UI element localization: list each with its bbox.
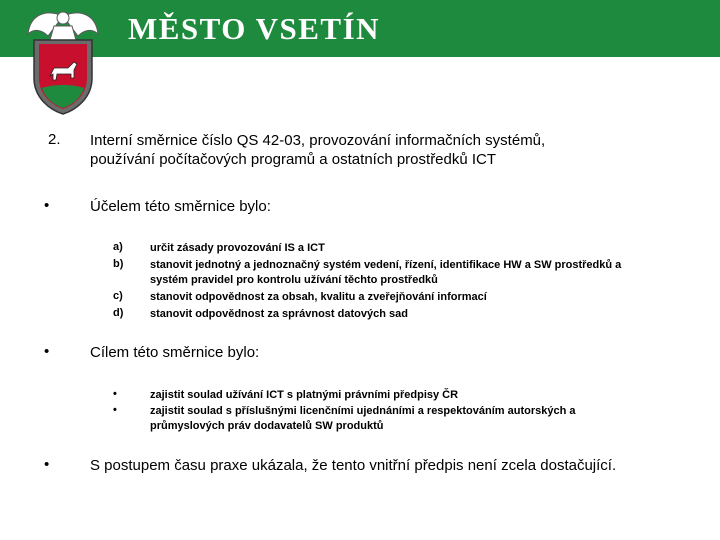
sub-item-text [150,258,690,288]
sub-marker: c) [113,290,123,302]
item-heading [90,131,700,169]
item-heading: Účelem této směrnice bylo: [90,198,271,215]
sub-marker: b) [113,258,124,270]
header-title: MĚSTO VSETÍN [128,11,381,46]
bullet: • [44,343,50,360]
sub-item-text: zajistit soulad užívání ICT s platnými právními předpisy ČR [150,389,459,401]
sub-marker: d) [113,307,124,319]
sub-item-line: systém pravidel pro kontrolu užívání těchto prostředků [150,274,438,286]
sub-marker: • [113,404,117,416]
sub-marker: a) [113,241,123,253]
heading-line: Interní směrnice číslo QS 42-03, provozování informačních systémů, [90,132,546,149]
bullet: • [44,197,50,214]
item-number: 2. [48,131,61,148]
sub-item-line: zajistit soulad s příslušnými licenčními ujednáními a respektováním autorských a [150,405,576,417]
sub-item-text [150,404,690,434]
sub-item-line: stanovit jednotný a jednoznačný systém vedení, řízení, identifikace HW a SW prostředků a [150,259,622,271]
sub-item-text: stanovit odpovědnost za obsah, kvalitu a zveřejňování informací [150,291,487,303]
item-heading: S postupem času praxe ukázala, že tento vnitřní předpis není zcela dostačující. [90,457,617,474]
heading-line: používání počítačových programů a ostatních prostředků ICT [90,151,497,168]
item-heading: Cílem této směrnice bylo: [90,344,260,361]
sub-marker: • [113,388,117,400]
sub-item-line: průmyslových práv dodavatelů SW produktů [150,420,384,432]
sub-item-text: stanovit odpovědnost za správnost datových sad [150,308,408,320]
sub-item-text: určit zásady provozování IS a ICT [150,242,325,254]
bullet: • [44,456,50,473]
